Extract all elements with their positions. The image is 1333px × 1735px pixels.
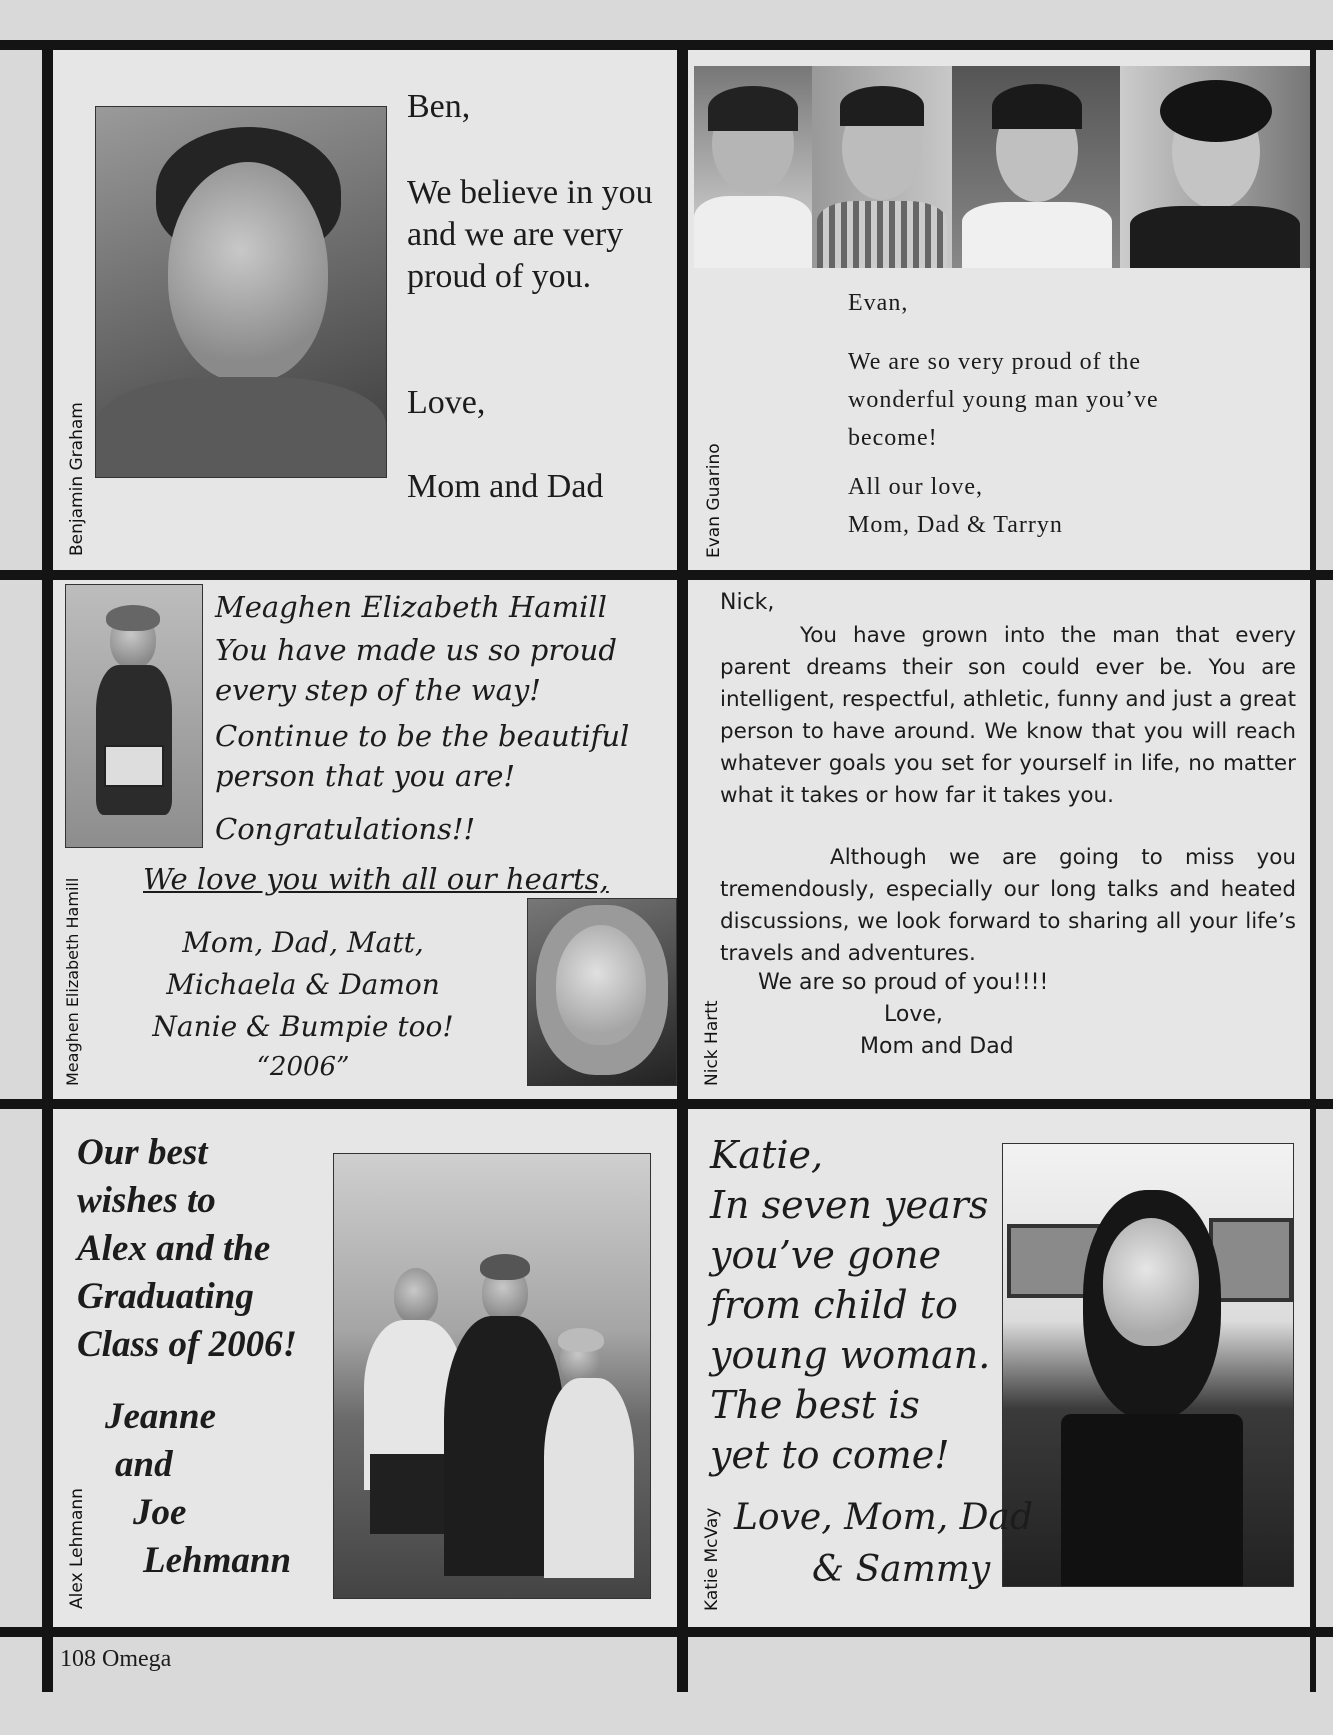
right-rule (1310, 40, 1316, 1692)
student-name: Benjamin Graham (67, 402, 87, 556)
message-line-2: You have made us so proud every step of the way! (215, 633, 617, 707)
proud-line: We are so proud of you!!!! (758, 970, 1049, 995)
signature-line-2: & Sammy (812, 1549, 991, 1590)
ad-panel-ben (53, 50, 677, 570)
wish-line-3: Alex and the (77, 1228, 271, 1269)
student-name: Nick Hartt (702, 1000, 722, 1086)
ad-panel-katie (688, 1109, 1310, 1627)
portrait-photo (95, 106, 387, 478)
message: We believe in you and we are very proud of you. (407, 174, 653, 295)
closing: All our love, (848, 474, 983, 500)
message: We are so very proud of the wonderful young man you’ve become! (848, 349, 1159, 451)
signature-line-4: Lehmann (143, 1540, 292, 1581)
greeting: Evan, (848, 290, 909, 316)
row-rule-3 (0, 1627, 1333, 1637)
ad-panel-alex (53, 1109, 677, 1627)
photo-age-4 (1120, 66, 1310, 268)
signature: Mom and Dad (860, 1034, 1014, 1059)
portrait-photo (1002, 1143, 1294, 1587)
wish-line-5: Class of 2006! (77, 1324, 297, 1365)
greeting: Ben, (407, 88, 471, 125)
row-rule-1 (0, 570, 1333, 580)
message-line-4: from child to (710, 1283, 958, 1327)
paragraph-1: You have grown into the man that every parent dreams their son could ever be. You are intelligent, respectful, athletic, funny and just a great person to have around. We know that you will reach whatever goals you set for yourself in life, no matter what it takes or how far it takes you. (720, 623, 1296, 808)
signature-line-1: Jeanne (105, 1396, 216, 1437)
signature-line-3: Joe (133, 1492, 187, 1533)
message-line-2: In seven years (710, 1183, 989, 1227)
message-line-7: yet to come! (710, 1433, 950, 1477)
student-name: Meaghen Elizabeth Hamill (63, 877, 82, 1086)
senior-portrait (527, 898, 677, 1086)
signature-line-2: Michaela & Damon (166, 968, 440, 1001)
signature: Mom, Dad & Tarryn (848, 512, 1063, 538)
student-name: Evan Guarino (704, 443, 724, 558)
signature-line-1: Mom, Dad, Matt, (182, 926, 424, 959)
left-rule (42, 40, 53, 1692)
signature-line-3: Nanie & Bumpie too! (152, 1010, 454, 1043)
signature-line-4: “2006” (256, 1052, 350, 1082)
message-line-5: young woman. (710, 1333, 991, 1377)
top-rule (0, 40, 1333, 50)
student-name: Katie McVay (702, 1507, 722, 1611)
paragraph-2: Although we are going to miss you tremendously, especially our long talks and heated discussions, we look forward to sharing all your life’s travels and adventures. (720, 845, 1296, 966)
center-rule (677, 40, 688, 1692)
message-line-4: Congratulations!! (215, 812, 476, 846)
message-line-5: We love you with all our hearts, (143, 862, 609, 896)
family-photo (333, 1153, 651, 1599)
signature-line-2: and (115, 1444, 173, 1485)
row-rule-2 (0, 1099, 1333, 1109)
photo-age-1 (694, 66, 812, 268)
message-line-6: The best is (710, 1383, 920, 1427)
ad-panel-meaghen (53, 580, 677, 1099)
ad-panel-evan (688, 50, 1310, 570)
page-footer-label: 108 Omega (60, 1646, 172, 1672)
signature: Mom and Dad (407, 468, 604, 505)
ad-panel-nick (688, 580, 1310, 1099)
greeting: Nick, (720, 590, 775, 615)
student-name: Alex Lehmann (67, 1488, 87, 1609)
signature-line-1: Love, Mom, Dad (734, 1497, 1034, 1538)
closing: Love, (407, 384, 486, 421)
message-line-3: you’ve gone (710, 1233, 942, 1277)
wish-line-4: Graduating (77, 1276, 254, 1317)
wish-line-1: Our best (77, 1132, 208, 1173)
wish-line-2: wishes to (77, 1180, 216, 1221)
message-line-1: Meaghen Elizabeth Hamill (215, 590, 607, 624)
childhood-photo (65, 584, 203, 848)
closing: Love, (884, 1002, 943, 1027)
photo-strip (694, 66, 1310, 268)
message-line-3: Continue to be the beautiful person that you are! (215, 719, 630, 793)
message-line-1: Katie, (710, 1133, 824, 1177)
photo-age-3 (952, 66, 1120, 268)
photo-age-2 (812, 66, 952, 268)
